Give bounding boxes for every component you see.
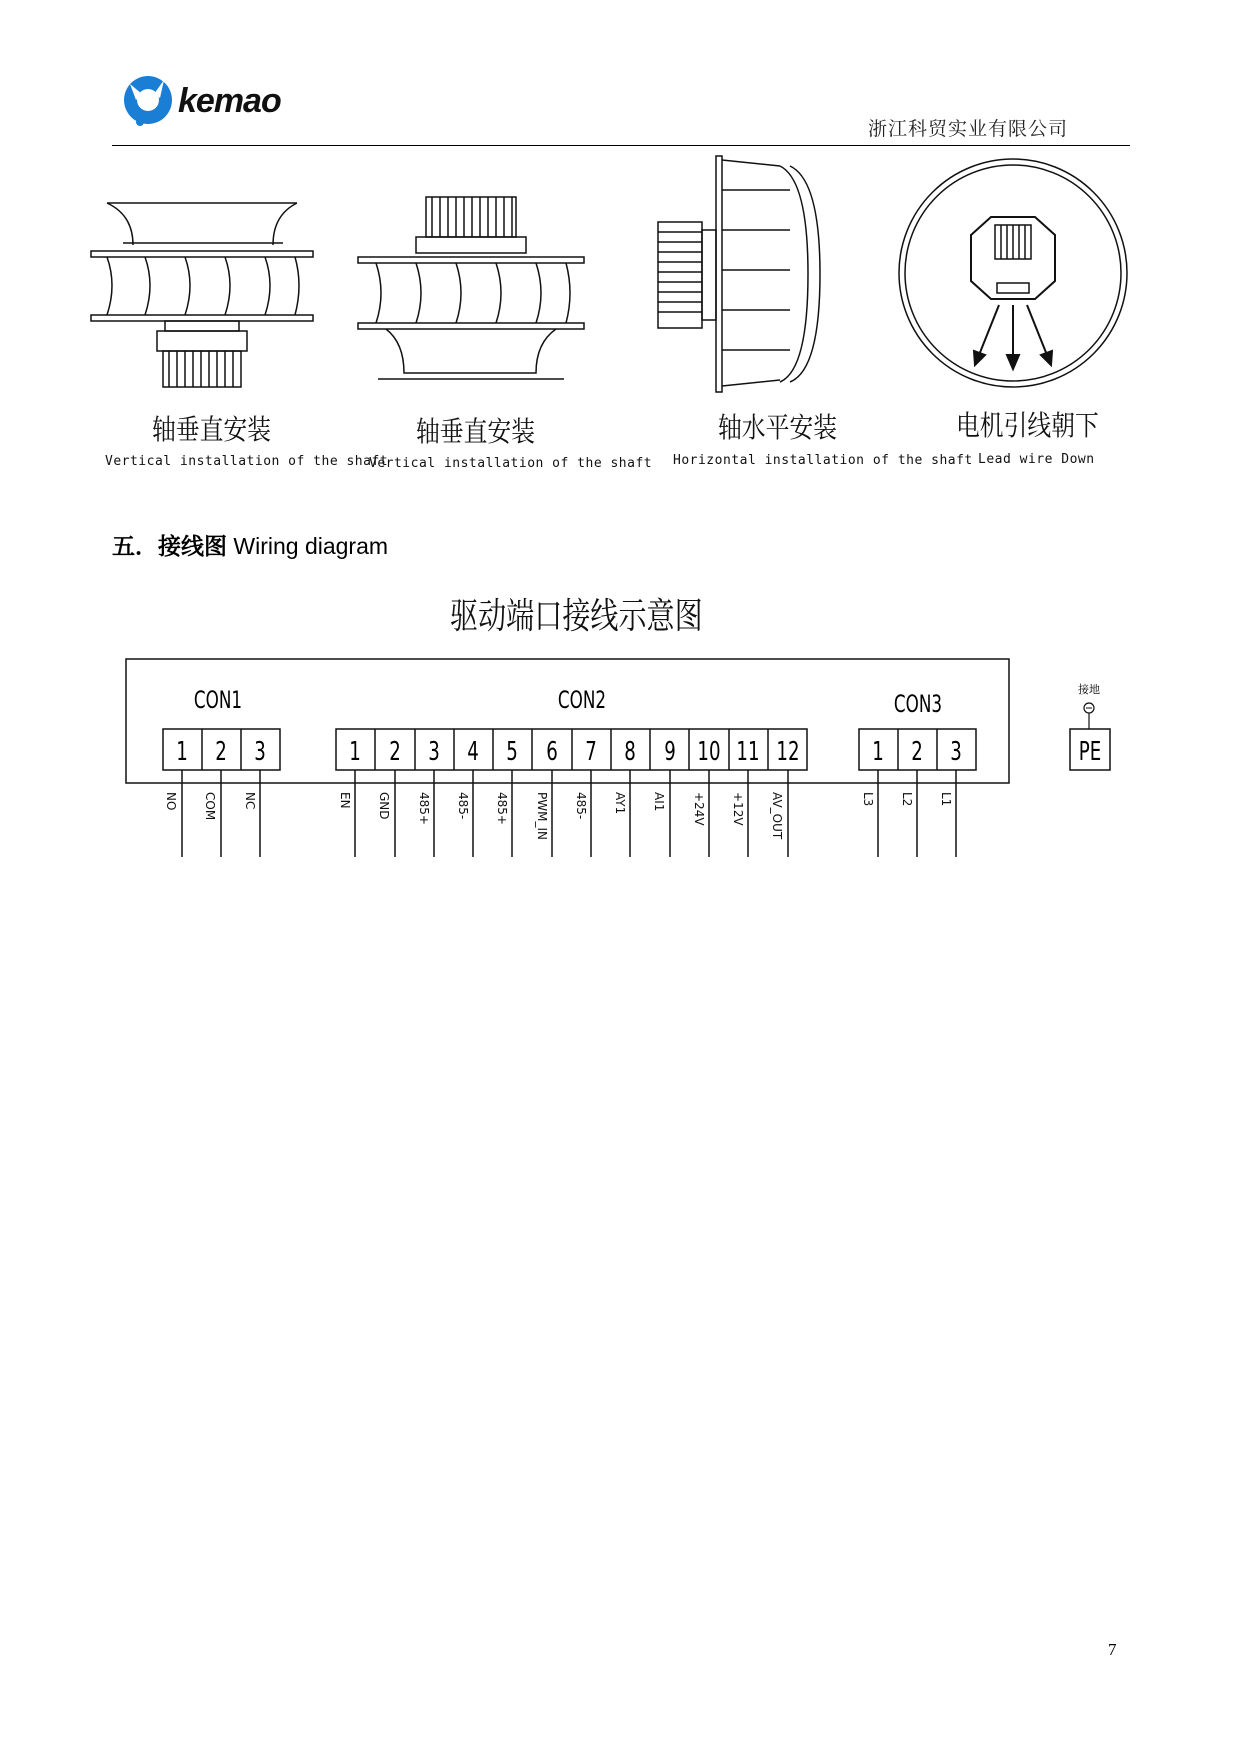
pe-terminal bbox=[1070, 682, 1110, 770]
con2-pin-11: 11 bbox=[736, 736, 760, 767]
install-caption-cn-1: 轴垂直安装 bbox=[152, 413, 272, 446]
signal-label-pwm-in: PWM_IN bbox=[535, 792, 549, 840]
con2-pin-7: 7 bbox=[585, 736, 597, 767]
signal-label-485p-b: 485+ bbox=[495, 792, 509, 825]
install-caption-en-1: Vertical installation of the shaft bbox=[105, 454, 389, 469]
signal-label-gnd: GND bbox=[377, 792, 391, 820]
con2-pin-1: 1 bbox=[349, 736, 361, 767]
con1-pin-1: 1 bbox=[176, 736, 188, 767]
install-caption-en-2: Vertical installation of the shaft bbox=[369, 456, 653, 471]
page-number: 7 bbox=[1108, 1640, 1117, 1659]
signal-label-485m-a: 485- bbox=[456, 792, 470, 820]
signal-label-12v: +12V bbox=[731, 792, 745, 826]
pe-label: PE bbox=[1078, 736, 1102, 767]
svg-text:kemao: kemao bbox=[178, 82, 281, 120]
diagram-title: 驱动端口接线示意图 bbox=[450, 596, 703, 637]
con2-pin-3: 3 bbox=[428, 736, 440, 767]
con1-label: CON1 bbox=[193, 685, 243, 714]
signal-label-en: EN bbox=[338, 792, 352, 809]
company-name: 浙江科贸实业有限公司 bbox=[868, 118, 1069, 140]
signal-label-l1: L1 bbox=[939, 792, 953, 807]
con3-label: CON3 bbox=[893, 689, 943, 718]
signal-label-l3: L3 bbox=[861, 792, 875, 807]
con2-pin-9: 9 bbox=[664, 736, 676, 767]
connector-con3 bbox=[859, 690, 976, 770]
signal-label-ay1: AY1 bbox=[613, 792, 627, 815]
con2-pin-10: 10 bbox=[697, 736, 721, 767]
section-title-cn: 接线图 bbox=[158, 533, 227, 559]
section-number: 五． bbox=[112, 533, 158, 559]
con3-pin-2: 2 bbox=[911, 736, 923, 767]
connector-con1 bbox=[163, 686, 280, 770]
install-caption-en-3: Horizontal installation of the shaft bbox=[673, 453, 973, 468]
signal-label-av-out: AV_OUT bbox=[770, 792, 784, 840]
con2-pin-4: 4 bbox=[467, 736, 479, 767]
con2-pin-5: 5 bbox=[506, 736, 518, 767]
signal-label-485p-a: 485+ bbox=[417, 792, 431, 825]
signal-label-485m-b: 485- bbox=[574, 792, 588, 820]
signal-label-l2: L2 bbox=[900, 792, 914, 807]
con3-pin-1: 1 bbox=[872, 736, 884, 767]
con2-pin-2: 2 bbox=[389, 736, 401, 767]
con3-pin-3: 3 bbox=[950, 736, 962, 767]
signal-label-com: COM bbox=[203, 792, 217, 821]
con1-pin-2: 2 bbox=[215, 736, 227, 767]
install-caption-en-4: Lead wire Down bbox=[978, 452, 1095, 467]
signal-label-ai1: AI1 bbox=[652, 792, 666, 812]
install-caption-cn-2: 轴垂直安装 bbox=[416, 415, 536, 448]
section-title-en: Wiring diagram bbox=[233, 533, 389, 559]
signal-label-24v: +24V bbox=[692, 792, 706, 826]
con2-pin-12: 12 bbox=[776, 736, 800, 767]
install-caption-cn-4: 电机引线朝下 bbox=[956, 409, 1099, 442]
connector-con2 bbox=[336, 686, 807, 770]
signal-label-nc: NC bbox=[243, 792, 257, 810]
con2-pin-6: 6 bbox=[546, 736, 558, 767]
con2-pin-8: 8 bbox=[624, 736, 636, 767]
con1-pin-3: 3 bbox=[254, 736, 266, 767]
signal-label-no: NO bbox=[164, 792, 178, 811]
install-caption-cn-3: 轴水平安装 bbox=[718, 411, 838, 444]
con2-label: CON2 bbox=[557, 685, 607, 714]
ground-symbol-label: 接地 bbox=[1078, 683, 1100, 696]
